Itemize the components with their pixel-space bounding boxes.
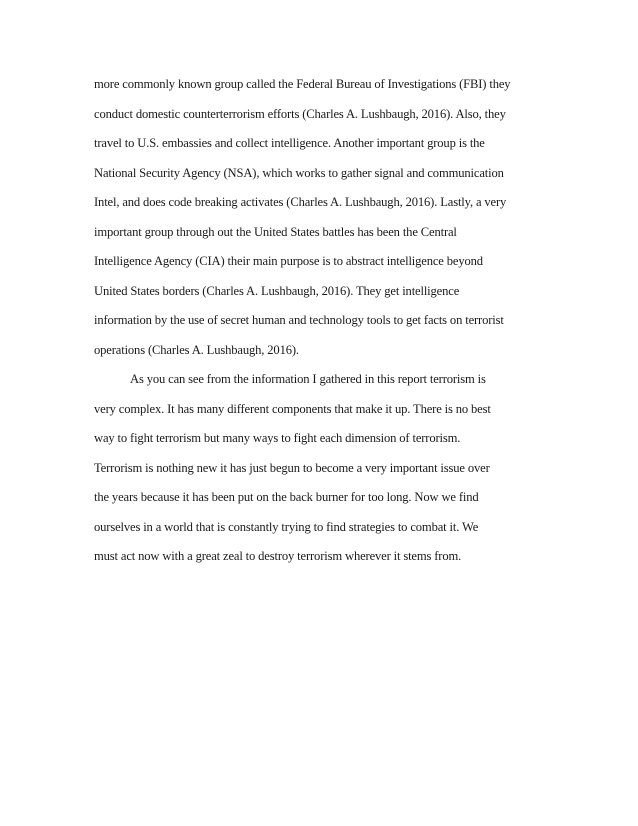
text-line: operations (Charles A. Lushbaugh, 2016).	[94, 342, 299, 357]
paragraph-2	[94, 365, 554, 572]
text-line: more commonly known group called the Federal Bureau of Investigations (FBI) they	[94, 77, 511, 91]
text-line: very complex. It has many different components that make it up. There is no best	[94, 401, 491, 416]
text-line: National Security Agency (NSA), which works to gather signal and communication	[94, 165, 504, 180]
text-line: information by the use of secret human and technology tools to get facts on terrorist	[94, 313, 504, 327]
text-line: conduct domestic counterterrorism efforts (Charles A. Lushbaugh, 2016). Also, they	[94, 106, 506, 121]
text-line: Terrorism is nothing new it has just begun to become a very important issue over	[94, 460, 490, 475]
text-line: the years because it has been put on the back burner for too long. Now we find	[94, 490, 479, 504]
body-text	[94, 70, 554, 572]
paragraph-1	[94, 70, 554, 365]
text-line: travel to U.S. embassies and collect intelligence. Another important group is the	[94, 136, 485, 150]
text-line: ourselves in a world that is constantly trying to find strategies to combat it. We	[94, 519, 479, 534]
text-line: must act now with a great zeal to destroy terrorism wherever it stems from.	[94, 549, 462, 563]
text-line: Intel, and does code breaking activates (Charles A. Lushbaugh, 2016). Lastly, a very	[94, 195, 507, 209]
text-line: As you can see from the information I gathered in this report terrorism is	[130, 372, 486, 386]
text-line: way to fight terrorism but many ways to fight each dimension of terrorism.	[94, 431, 461, 445]
text-line: United States borders (Charles A. Lushbaugh, 2016). They get intelligence	[94, 283, 460, 298]
text-line: Intelligence Agency (CIA) their main purpose is to abstract intelligence beyond	[94, 254, 483, 268]
text-line: important group through out the United States battles has been the Central	[94, 224, 457, 239]
